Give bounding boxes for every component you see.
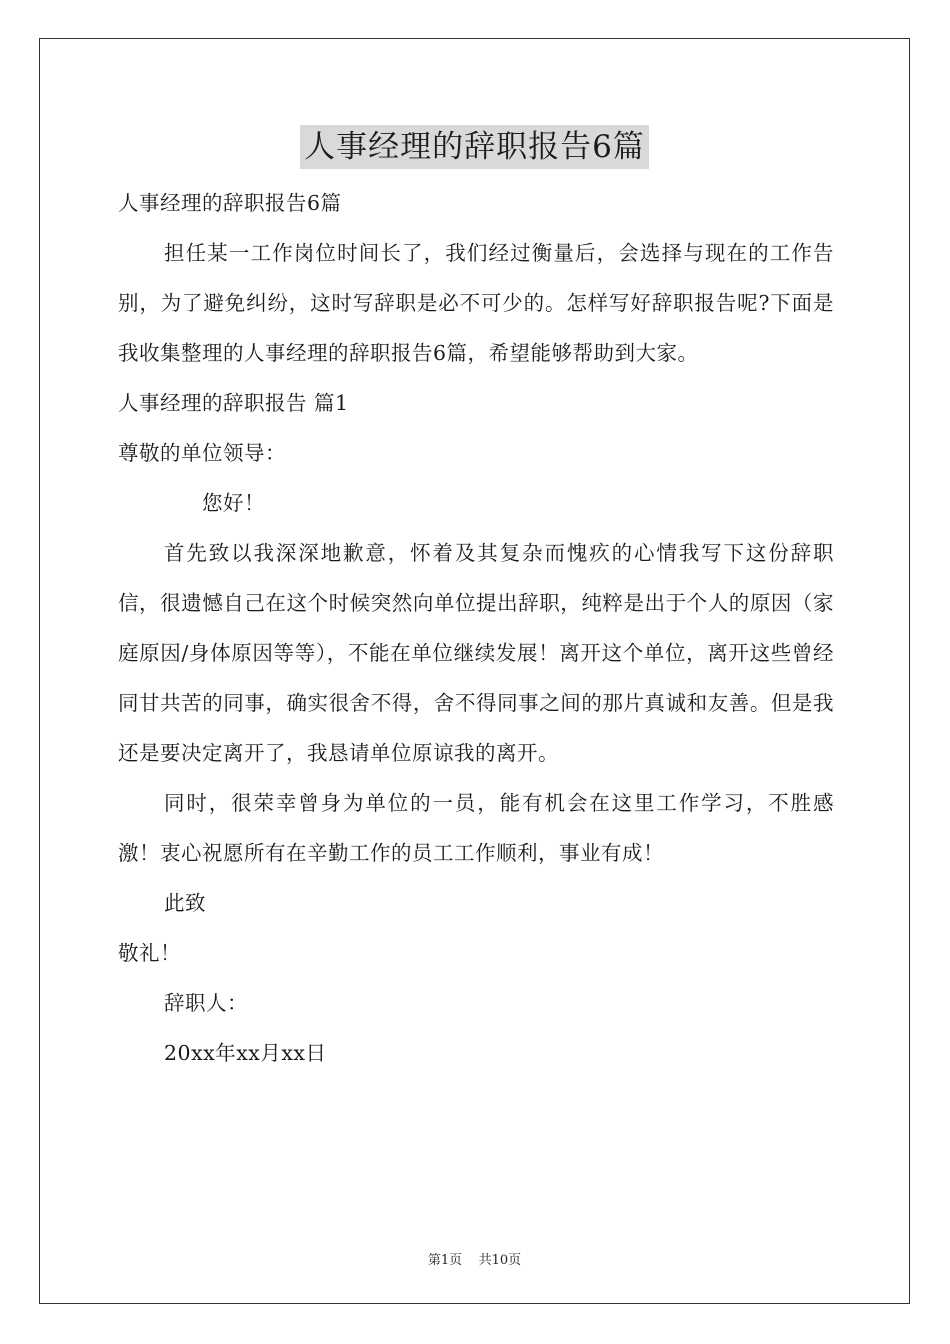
greeting: 您好！ [202,491,265,515]
page-number: 第1页 [427,1253,463,1268]
page-total: 共10页 [478,1253,522,1268]
document-subtitle: 人事经理的辞职报告6篇 [118,191,342,215]
document-title: 人事经理的辞职报告6篇 [300,125,649,169]
signer-line: 辞职人： [164,991,248,1015]
closing-line-1: 此致 [164,891,206,915]
section-heading: 人事经理的辞职报告 篇1 [118,391,349,415]
closing-line-2: 敬礼！ [118,941,181,965]
document-page [39,38,910,1304]
document-title-wrap [40,125,909,169]
document-body [118,178,834,1078]
intro-paragraph: 担任某一工作岗位时间长了，我们经过衡量后，会选择与现在的工作告别，为了避免纠纷，这时写辞职是必不可少的。怎样写好辞职报告呢?下面是我收集整理的人事经理的辞职报告6篇，希望能够帮助到大家。 [118,241,834,365]
salutation: 尊敬的单位领导： [118,441,286,465]
body-paragraph-1: 首先致以我深深地歉意，怀着及其复杂而愧疚的心情我写下这份辞职信，很遗憾自己在这个时候突然向单位提出辞职，纯粹是出于个人的原因（家庭原因/身体原因等等），不能在单位继续发展！离开这个单位，离开这些曾经同甘共苦的同事，确实很舍不得，舍不得同事之间的那片真诚和友善。但是我还是要决定离开了，我恳请单位原谅我的离开。 [118,541,834,765]
date-line: 20xx年xx月xx日 [164,1041,327,1065]
body-paragraph-2: 同时，很荣幸曾身为单位的一员，能有机会在这里工作学习，不胜感激！衷心祝愿所有在辛勤工作的员工工作顺利，事业有成！ [118,791,834,865]
page-footer [40,1249,909,1268]
